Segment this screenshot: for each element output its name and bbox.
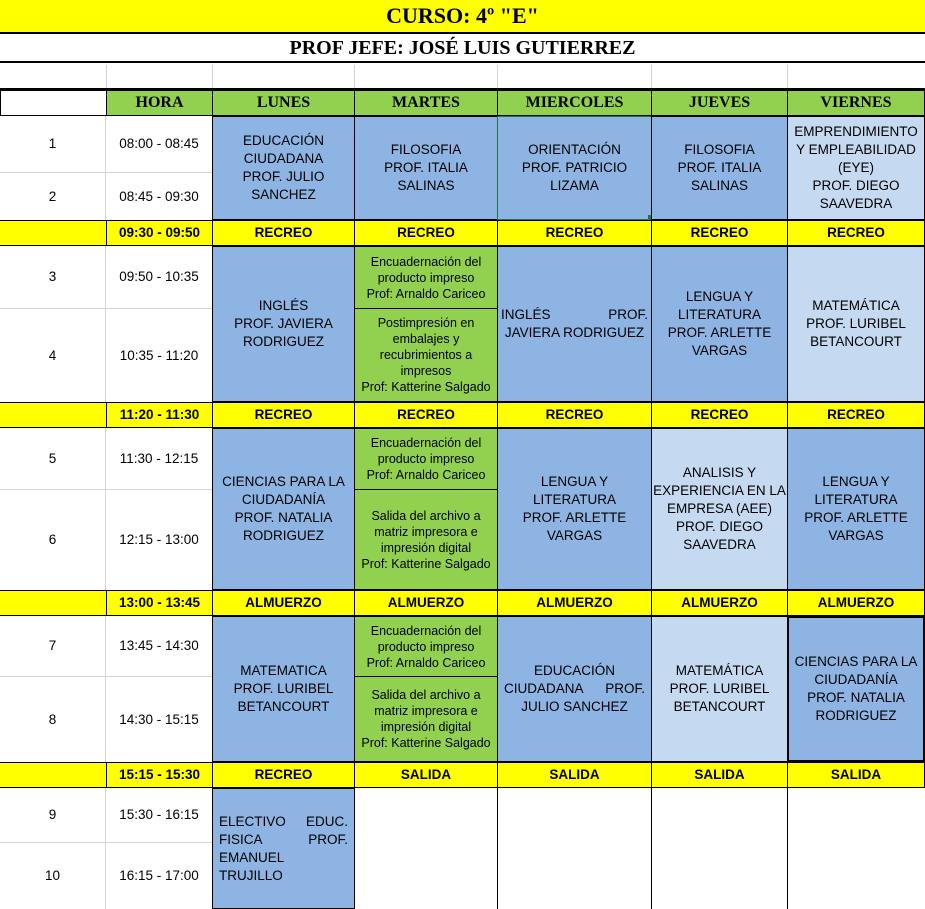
class-cell-martes-b[interactable]: Postimpresión en embalajes y recubrimientos a impresos Prof: Katterine Salgado	[354, 308, 498, 402]
period-number: 10	[0, 843, 106, 909]
class-line: EMANUEL TRUJILLO	[219, 849, 284, 883]
break-label: RECREO	[212, 762, 355, 788]
class-line: ELECTIVO EDUC.	[219, 813, 348, 829]
class-cell-viernes[interactable]: MATEMÁTICA PROF. LURIBEL BETANCOURT	[787, 246, 925, 402]
class-cell-miercoles[interactable]	[497, 246, 652, 402]
empty-cell[interactable]	[787, 788, 925, 909]
class-cell-martes-b[interactable]: Salida del archivo a matriz impresora e impresión digital Prof: Katterine Salgado	[354, 676, 498, 762]
break-label: SALIDA	[354, 762, 498, 788]
period-time: 12:15 - 13:00	[106, 490, 213, 590]
break-time: 13:00 - 13:45	[106, 590, 213, 616]
break-empty	[0, 590, 107, 616]
class-cell-jueves[interactable]: MATEMÁTICA PROF. LURIBEL BETANCOURT	[651, 616, 788, 762]
break-label: ALMUERZO	[787, 590, 925, 616]
break-label: ALMUERZO	[354, 590, 498, 616]
class-cell-miercoles[interactable]: LENGUA Y LITERATURA PROF. ARLETTE VARGAS	[497, 428, 652, 590]
class-cell-martes[interactable]: FILOSOFIA PROF. ITALIA SALINAS	[354, 116, 498, 220]
break-empty	[0, 762, 107, 788]
break-label: RECREO	[212, 220, 355, 246]
class-cell-martes-a[interactable]: Encuadernación del producto impreso Prof: Arnaldo Cariceo	[354, 246, 498, 309]
period-time: 10:35 - 11:20	[106, 309, 213, 402]
header-miercoles: MIERCOLES	[497, 90, 652, 116]
period-time: 14:30 - 15:15	[106, 677, 213, 762]
break-label: RECREO	[651, 220, 788, 246]
break-label: RECREO	[651, 402, 788, 428]
class-cell-lunes[interactable]: INGLÉS PROF. JAVIERA RODRIGUEZ	[212, 246, 355, 402]
class-cell-viernes[interactable]: CIENCIAS PARA LA CIUDADANÍA PROF. NATALIA RODRIGUEZ	[787, 616, 925, 762]
header-jueves: JUEVES	[651, 90, 788, 116]
class-cell-lunes[interactable]: MATEMATICA PROF. LURIBEL BETANCOURT	[212, 616, 355, 762]
break-label: RECREO	[354, 220, 498, 246]
class-cell-miercoles[interactable]	[497, 616, 652, 762]
period-number: 7	[0, 616, 106, 677]
class-cell-lunes[interactable]: EDUCACIÓN CIUDADANA PROF. JULIO SANCHEZ	[212, 116, 355, 220]
class-cell-viernes[interactable]: EMPRENDIMIENTO Y EMPLEABILIDAD (EYE) PROF. DIEGO SAAVEDRA	[787, 116, 925, 220]
class-line: CIUDADANA PROF.	[504, 681, 645, 696]
break-label: RECREO	[354, 402, 498, 428]
break-label: RECREO	[497, 402, 652, 428]
period-number: 6	[0, 490, 106, 590]
class-cell-miercoles[interactable]: ORIENTACIÓN PROF. PATRICIO LIZAMA	[497, 116, 652, 220]
header-viernes: VIERNES	[787, 90, 925, 116]
class-cell-lunes[interactable]	[212, 788, 355, 909]
break-label: ALMUERZO	[651, 590, 788, 616]
period-number: 9	[0, 788, 106, 843]
break-empty	[0, 220, 107, 246]
period-time: 08:45 - 09:30	[106, 173, 213, 220]
class-cell-jueves[interactable]: LENGUA Y LITERATURA PROF. ARLETTE VARGAS	[651, 246, 788, 402]
break-label: RECREO	[787, 220, 925, 246]
empty-cell[interactable]	[651, 788, 788, 909]
period-time: 11:30 - 12:15	[106, 428, 213, 490]
break-label: ALMUERZO	[497, 590, 652, 616]
period-time: 09:50 - 10:35	[106, 246, 213, 309]
class-line: EDUCACIÓN	[533, 663, 615, 678]
class-cell-martes-a[interactable]: Encuadernación del producto impreso Prof: Arnaldo Cariceo	[354, 428, 498, 490]
period-time: 13:45 - 14:30	[106, 616, 213, 677]
header-martes: MARTES	[354, 90, 498, 116]
class-line: JAVIERA RODRIGUEZ	[504, 325, 645, 340]
period-number: 3	[0, 246, 106, 309]
class-cell-viernes[interactable]: LENGUA Y LITERATURA PROF. ARLETTE VARGAS	[787, 428, 925, 590]
class-line: INGLÉS PROF.	[501, 307, 648, 322]
break-time: 09:30 - 09:50	[106, 220, 213, 246]
period-time: 08:00 - 08:45	[106, 116, 213, 173]
period-number: 8	[0, 677, 106, 762]
period-number: 4	[0, 309, 106, 402]
header-hora: HORA	[106, 90, 213, 116]
corner-cell	[0, 90, 107, 116]
break-label: ALMUERZO	[212, 590, 355, 616]
class-cell-lunes[interactable]: CIENCIAS PARA LA CIUDADANÍA PROF. NATALIA RODRIGUEZ	[212, 428, 355, 590]
class-cell-martes-b[interactable]: Salida del archivo a matriz impresora e impresión digital Prof: Katterine Salgado	[354, 489, 498, 590]
class-cell-jueves[interactable]: FILOSOFIA PROF. ITALIA SALINAS	[651, 116, 788, 220]
class-line: JULIO SANCHEZ	[521, 699, 628, 714]
prof-jefe-title: PROF JEFE: JOSÉ LUIS GUTIERREZ	[0, 36, 925, 63]
period-number: 5	[0, 428, 106, 490]
break-label: SALIDA	[497, 762, 652, 788]
break-label: RECREO	[212, 402, 355, 428]
period-time: 16:15 - 17:00	[106, 843, 213, 909]
break-label: RECREO	[787, 402, 925, 428]
break-empty	[0, 402, 107, 428]
break-label: RECREO	[497, 220, 652, 246]
course-title: CURSO: 4º "E"	[0, 0, 925, 34]
header-lunes: LUNES	[212, 90, 355, 116]
break-label: SALIDA	[787, 762, 925, 788]
break-time: 15:15 - 15:30	[106, 762, 213, 788]
empty-cell[interactable]	[354, 788, 498, 909]
period-time: 15:30 - 16:15	[106, 788, 213, 843]
period-number: 1	[0, 116, 106, 173]
empty-cell[interactable]	[497, 788, 652, 909]
break-label: SALIDA	[651, 762, 788, 788]
period-number: 2	[0, 173, 106, 220]
class-cell-jueves[interactable]: ANALISIS Y EXPERIENCIA EN LA EMPRESA (AEE) PROF. DIEGO SAAVEDRA	[651, 428, 788, 590]
class-cell-martes-a[interactable]: Encuadernación del producto impreso Prof: Arnaldo Cariceo	[354, 616, 498, 677]
class-line: FISICA PROF.	[219, 831, 348, 847]
break-time: 11:20 - 11:30	[106, 402, 213, 428]
